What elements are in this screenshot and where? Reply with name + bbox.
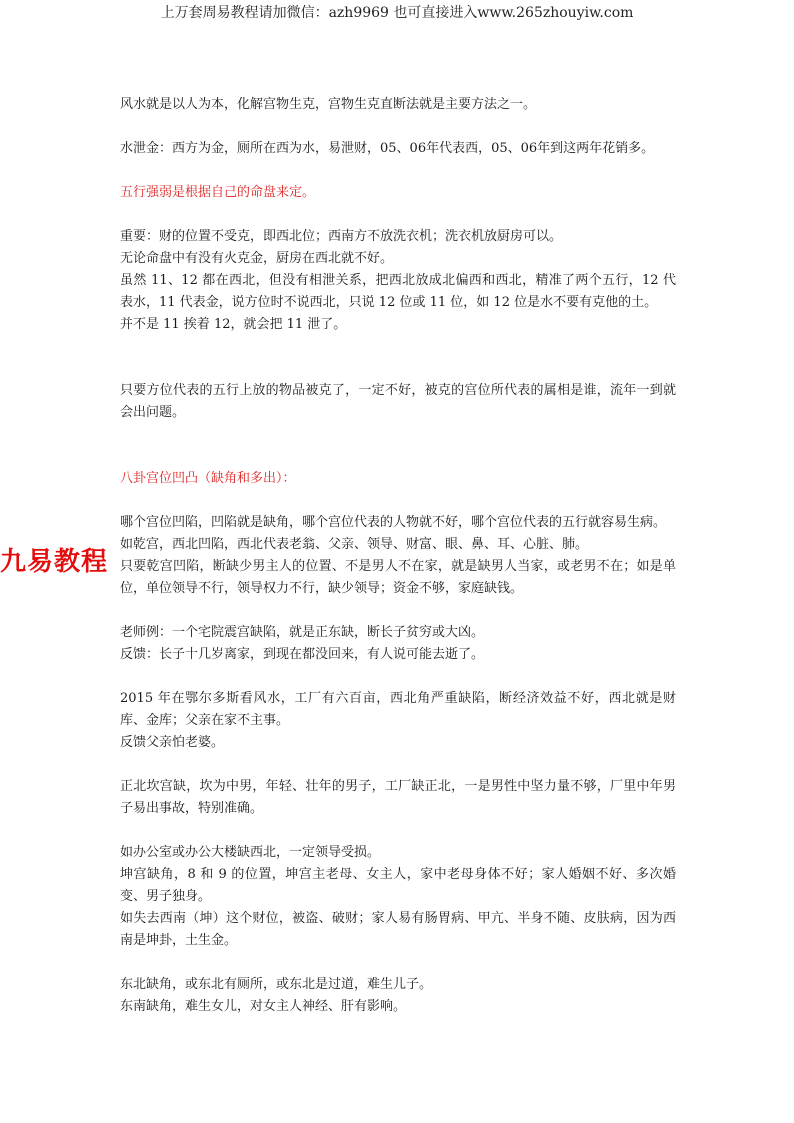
section-heading: 五行强弱是根据自己的命盘来定。: [120, 185, 316, 200]
paragraph: 东南缺角，难生女儿，对女主人神经、肝有影响。: [120, 999, 407, 1014]
paragraph: 反馈：长子十几岁离家，到现在都没回来，有人说可能去逝了。: [120, 647, 485, 662]
paragraph: 风水就是以人为本，化解宫物生克，宫物生克直断法就是主要方法之一。: [120, 97, 537, 112]
paragraph: 重要：财的位置不受克，即西北位；西南方不放洗衣机；洗衣机放厨房可以。: [120, 229, 563, 244]
paragraph: 虽然 11、12 都在西北，但没有相泄关系，把西北放成北偏西和西北，精准了两个五行，12 代表水，11 代表金，说方位时不说西北，只说 12 位或 11 位，如 12 位是水不要有克他的土。: [120, 273, 676, 310]
paragraph: 老师例：一个宅院震宫缺陷，就是正东缺，断长子贫穷或大凶。: [120, 625, 485, 640]
page-header: 上万套周易教程请加微信：azh9969 也可直接进入www.265zhouyiw.com: [160, 5, 634, 21]
paragraph: 正北坎宫缺，坎为中男，年轻、壮年的男子，工厂缺正北，一是男性中坚力量不够，厂里中年男子易出事故，特别准确。: [120, 779, 676, 816]
paragraph: 2015 年在鄂尔多斯看风水，工厂有六百亩，西北角严重缺陷，断经济效益不好，西北就是财库、金库；父亲在家不主事。: [120, 691, 676, 728]
document-body: [120, 94, 676, 1018]
paragraph: 只要乾宫凹陷，断缺少男主人的位置、不是男人不在家，就是缺男人当家，或老男不在；如是单位，单位领导不行，领导权力不行，缺少领导；资金不够，家庭缺钱。: [120, 559, 676, 596]
paragraph: 反馈父亲怕老婆。: [120, 735, 225, 750]
paragraph: 哪个宫位凹陷，凹陷就是缺角，哪个宫位代表的人物就不好，哪个宫位代表的五行就容易生病。: [120, 515, 667, 530]
paragraph: 水泄金：西方为金，厕所在西为水，易泄财，05、06年代表西，05、06年到这两年花销多。: [120, 141, 655, 156]
paragraph: 如乾宫，西北凹陷，西北代表老翁、父亲、领导、财富、眼、鼻、耳、心脏、肺。: [120, 537, 589, 552]
paragraph: 并不是 11 挨着 12，就会把 11 泄了。: [120, 317, 347, 332]
paragraph: 坤宫缺角，8 和 9 的位置，坤宫主老母、女主人，家中老母身体不好；家人婚姻不好、多次婚变、男子独身。: [120, 867, 676, 904]
paragraph: 只要方位代表的五行上放的物品被克了，一定不好，被克的宫位所代表的属相是谁，流年一到就会出问题。: [120, 383, 676, 420]
paragraph: 东北缺角，或东北有厕所，或东北是过道，难生儿子。: [120, 977, 433, 992]
watermark-logo: 九易教程: [0, 547, 109, 577]
section-heading: 八卦宫位凹凸（缺角和多出）：: [120, 471, 296, 486]
paragraph: 无论命盘中有没有火克金，厨房在西北就不好。: [120, 251, 394, 266]
paragraph: 如办公室或办公大楼缺西北，一定领导受损。: [120, 845, 381, 860]
paragraph: 如失去西南（坤）这个财位，被盗、破财；家人易有肠胃病、甲亢、半身不随、皮肤病，因为西南是坤卦，土生金。: [120, 911, 676, 948]
